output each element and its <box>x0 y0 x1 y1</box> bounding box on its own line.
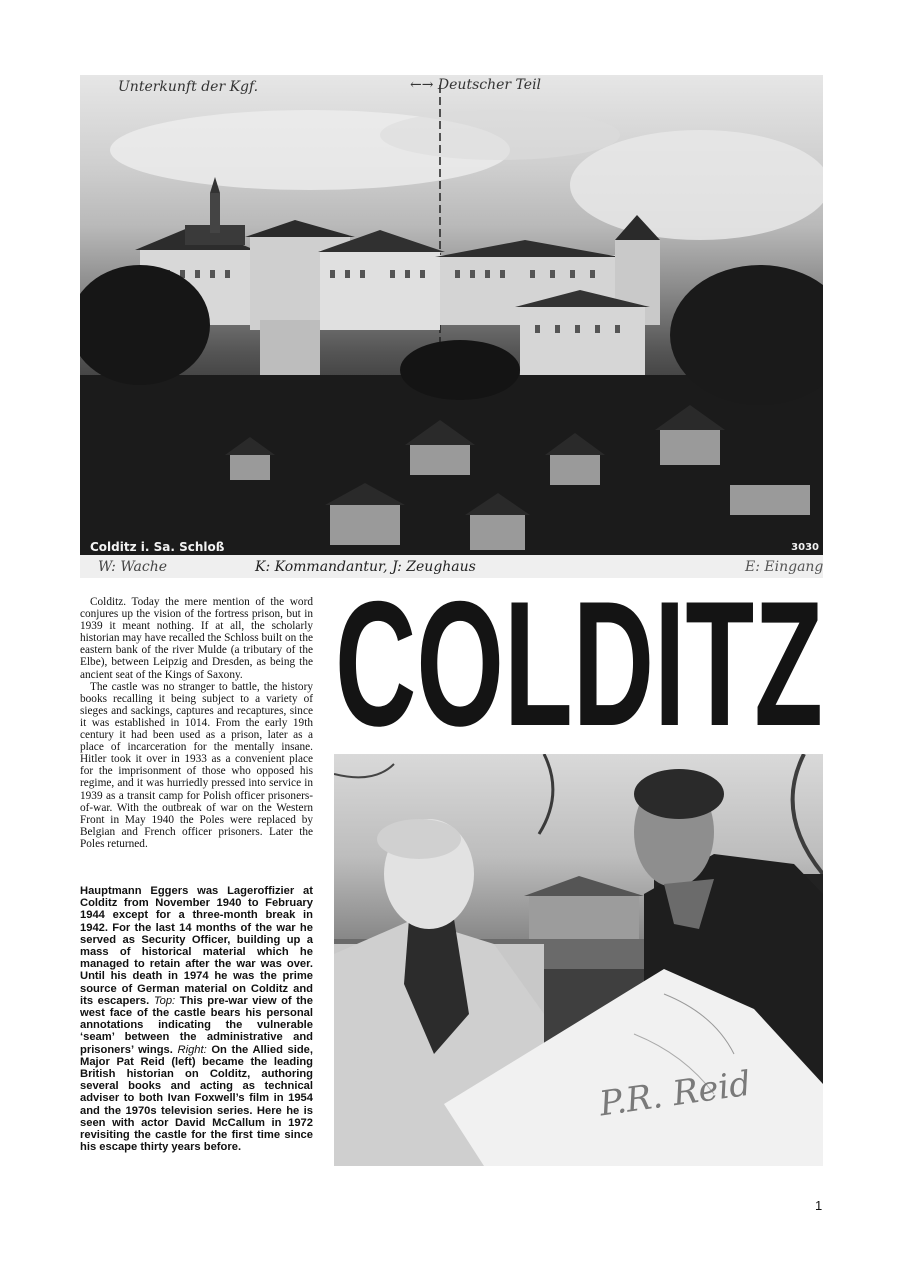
body-paragraph-2: The castle was no stranger to battle, the history books recalling it being subject to a variety of sieges and sackings, captures and recaptures, since it was established in 1014. From the early 19th century it had been used as a prison, later as a place of incarceration for the mentally insane. Hitler took it over in 1933 as a convenient place for the imprisonment of those who opposed his regime, and it was hurriedly pressed into service in 1939 as a transit camp for Polish officer prisoners-of-war. With the outbreak of war on the Western Front in May 1940 the Poles were replaced by Belgian and French officer prisoners. Later the Poles returned. <box>80 680 313 850</box>
postcard-caption: Colditz i. Sa. Schloß <box>90 540 225 554</box>
caption-top-label: Top: <box>153 994 176 1007</box>
headline-svg <box>334 594 824 730</box>
castle-postcard-photo <box>80 75 823 578</box>
headline-text: COLDITZ <box>335 594 823 730</box>
body-text-column <box>80 596 313 850</box>
postcard-number: 3030 <box>791 542 819 553</box>
reid-mccallum-photo <box>334 754 823 1166</box>
reid-photo-drawing <box>334 754 823 1166</box>
caption-right-label: Right: <box>177 1043 207 1056</box>
annotation-bottom-right: E: Eingang <box>745 559 823 575</box>
page-number: 1 <box>815 1198 823 1213</box>
headline <box>334 594 824 730</box>
caption-part-1: Hauptmann Eggers was Lageroffizier at Colditz from November 1940 to February 1944 except for a three-month break in 1942. For the last 14 months of the war he served as Security Officer, building up a mass of historical material which he managed to retain after the war was over. Until his death in 1974 he was the prime source of German material on Colditz and its escapers. <box>80 885 313 1007</box>
castle-photo-drawing <box>80 75 823 578</box>
annotation-bottom-left: W: Wache <box>98 559 168 575</box>
annotation-top-right: ←→ Deutscher Teil <box>410 77 542 93</box>
annotation-bottom-mid: K: Kommandantur, J: Zeughaus <box>255 559 476 575</box>
caption-part-2: This pre-war view of the west face of the castle bears his personal annotations indicating the vulnerable ‘seam’ between the administrative and prisoners’ wings. <box>80 994 313 1056</box>
signature: P.R. Reid <box>596 1063 754 1125</box>
caption-part-3: On the Allied side, Major Pat Reid (left) became the leading British historian on Colditz, authoring several books and acting as technical adviser to both Ivan Foxwell’s film in 1954 and the 1970s television series. Here he is seen with actor David McCallum in 1972 revisiting the castle for the first time since his escape thirty years before. <box>80 1043 314 1154</box>
photo-caption <box>80 885 313 1153</box>
annotation-top-left: Unterkunft der Kgf. <box>118 79 259 95</box>
body-paragraph-1: Colditz. Today the mere mention of the word conjures up the vision of the fortress prison, but in 1939 it meant nothing. If at all, the scholarly historian may have recalled the Schloss built on the eastern bank of the river Mulde (a tributary of the Elbe), between Leipzig and Dresden, as being the ancient seat of the Kings of Saxony. <box>80 596 313 681</box>
